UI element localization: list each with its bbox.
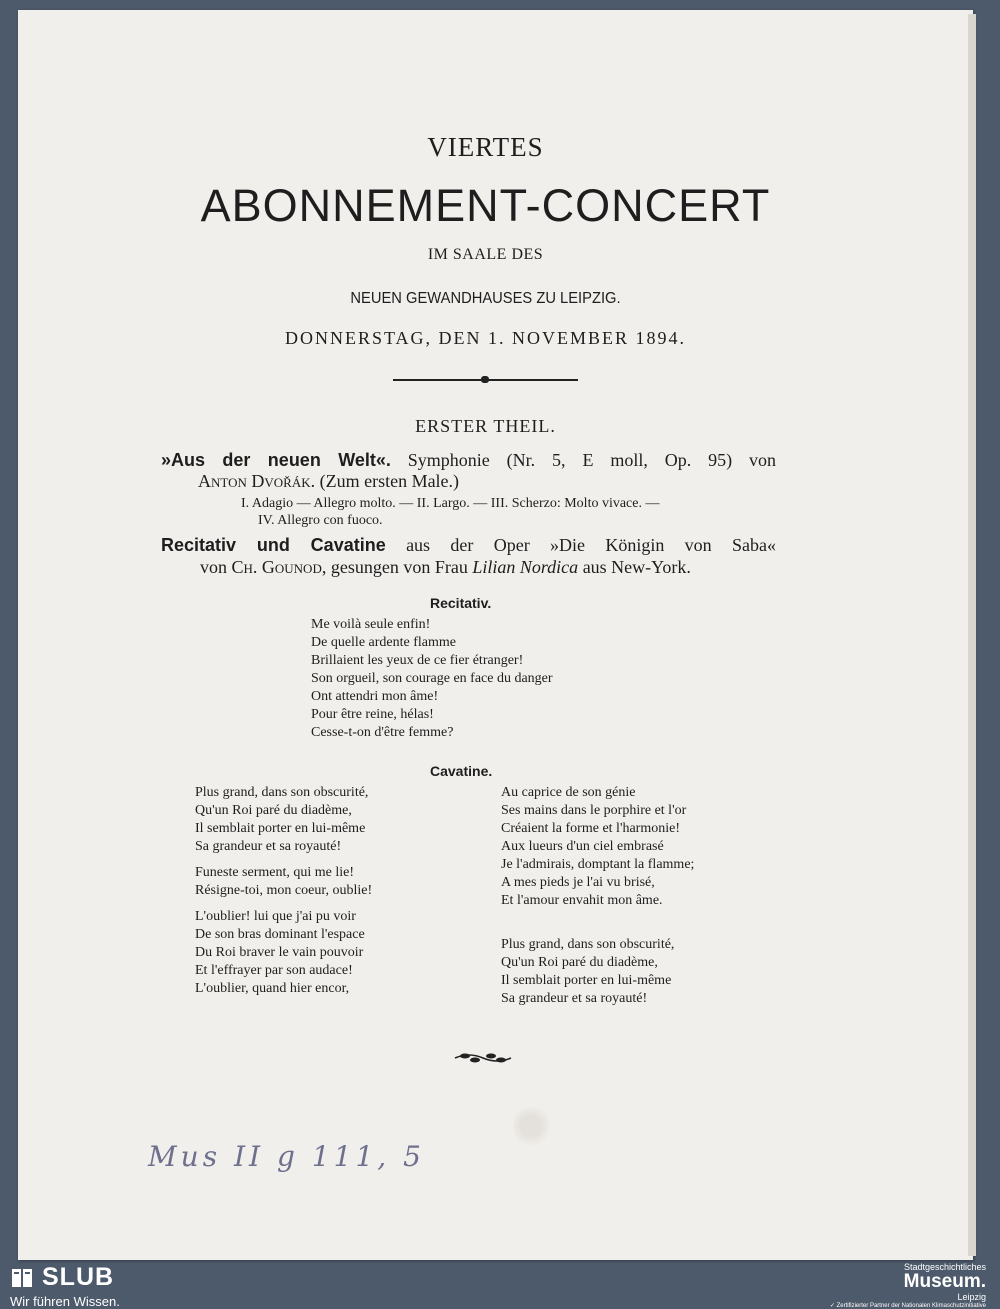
divider-ornament — [481, 376, 489, 383]
concert-date: DONNERSTAG, DEN 1. NOVEMBER 1894. — [284, 328, 687, 348]
verse-line: Plus grand, dans son obscurité, — [195, 785, 369, 800]
slub-logo[interactable] — [10, 1263, 120, 1309]
item2-work-title: Recitativ und Cavatine — [161, 535, 386, 555]
slub-tagline: Wir führen Wissen. — [10, 1294, 120, 1309]
item2-line1 — [161, 535, 776, 556]
verse-line: Brillaient les yeux de ce fier étranger! — [311, 653, 524, 668]
item2-composer: Ch. Gounod, — [231, 557, 327, 577]
leaf-ornament-icon — [451, 1050, 515, 1066]
verse-line: Du Roi braver le vain pouvoir — [195, 945, 364, 960]
verse-line: A mes pieds je l'ai vu brisé, — [501, 875, 655, 890]
cavatine-right-column — [501, 784, 694, 1008]
museum-city: Leipzig — [957, 1292, 986, 1302]
verse-line: Qu'un Roi paré du diadème, — [195, 803, 352, 818]
verse-line: Cesse-t-on d'être femme? — [311, 725, 454, 740]
recitativ-heading: Recitativ. — [430, 595, 492, 611]
recitativ-verse — [311, 616, 553, 742]
embossed-stamp — [513, 1103, 549, 1149]
verse-line: L'oublier! lui que j'ai pu voir — [195, 909, 356, 924]
verse-line: Funeste serment, qui me lie! — [195, 865, 355, 880]
item2-line2 — [200, 557, 691, 578]
cavatine-left-column — [195, 784, 372, 998]
stanza-gap — [195, 900, 372, 908]
verse-line: Et l'effrayer par son audace! — [195, 963, 353, 978]
item1-note: (Zum ersten Male.) — [319, 471, 460, 491]
item1-line1 — [161, 450, 776, 471]
verse-line: Son orgueil, son courage en face du danger — [311, 671, 553, 686]
concert-title: ABONNEMENT-CONCERT — [200, 180, 771, 231]
item1-movements-line1: I. Adagio — Allegro molto. — II. Largo. — III. Scherzo: Molto vivace. — — [241, 496, 660, 511]
stanza-gap — [195, 856, 372, 864]
item2-sung-by: gesungen von Frau — [330, 557, 468, 577]
verse-line: Pour être reine, hélas! — [311, 707, 434, 722]
museum-prefix: Stadtgeschichtliches — [903, 1262, 986, 1272]
verse-line: Aux lueurs d'un ciel embrasé — [501, 839, 664, 854]
item1-description: Symphonie (Nr. 5, E moll, Op. 95) von — [407, 450, 776, 470]
slub-book-icon — [10, 1266, 34, 1290]
verse-line: Ses mains dans le porphire et l'or — [501, 803, 687, 818]
verse-line: De quelle ardente flamme — [311, 635, 456, 650]
item2-origin: aus New-York. — [582, 557, 691, 577]
verse-line: Plus grand, dans son obscurité, — [501, 937, 675, 952]
item1-line2 — [198, 471, 459, 492]
item2-singer: Lilian Nordica — [472, 557, 579, 577]
header-line-viertes: VIERTES — [427, 132, 544, 162]
handwritten-shelfmark: Mus II g 111, 5 — [148, 1140, 425, 1173]
museum-partner-note: ✓ Zertifizierter Partner der Nationalen Klimaschutzinitiative — [829, 1303, 986, 1309]
museum-name: Museum. — [903, 1271, 986, 1292]
verse-line: Résigne-toi, mon coeur, oublie! — [195, 883, 373, 898]
slub-name: SLUB — [42, 1263, 115, 1291]
verse-line: L'oublier, quand hier encor, — [195, 981, 350, 996]
stanza-gap — [501, 910, 694, 936]
verse-line: Au caprice de son génie — [501, 785, 636, 800]
verse-line: Me voilà seule enfin! — [311, 617, 431, 632]
verse-line: Sa grandeur et sa royauté! — [501, 991, 648, 1006]
verse-line: Ont attendri mon âme! — [311, 689, 439, 704]
verse-line: Il semblait porter en lui-même — [195, 821, 366, 836]
verse-line: Il semblait porter en lui-même — [501, 973, 672, 988]
part-title: ERSTER THEIL. — [415, 416, 556, 436]
cavatine-heading: Cavatine. — [430, 763, 493, 779]
item2-prefix: von — [200, 557, 227, 577]
header-line-saale: IM SAALE DES — [427, 246, 544, 263]
verse-line: Créaient la forme et l'harmonie! — [501, 821, 680, 836]
verse-line: Je l'admirais, domptant la flamme; — [501, 857, 695, 872]
verse-line: Qu'un Roi paré du diadème, — [501, 955, 658, 970]
header-line-venue: NEUEN GEWANDHAUSES ZU LEIPZIG. — [350, 290, 621, 307]
page-edge — [968, 14, 976, 1256]
item1-work-title: »Aus der neuen Welt«. — [161, 450, 391, 470]
museum-logo[interactable] — [830, 1262, 986, 1309]
verse-line: Et l'amour envahit mon âme. — [501, 893, 663, 908]
item1-movements-line2: IV. Allegro con fuoco. — [258, 513, 383, 528]
item1-composer: Anton Dvořák. — [198, 471, 316, 491]
item2-description: aus der Oper »Die Königin von Saba« — [406, 535, 776, 555]
verse-line: Sa grandeur et sa royauté! — [195, 839, 342, 854]
verse-line: De son bras dominant l'espace — [195, 927, 365, 942]
document-page — [18, 10, 973, 1260]
